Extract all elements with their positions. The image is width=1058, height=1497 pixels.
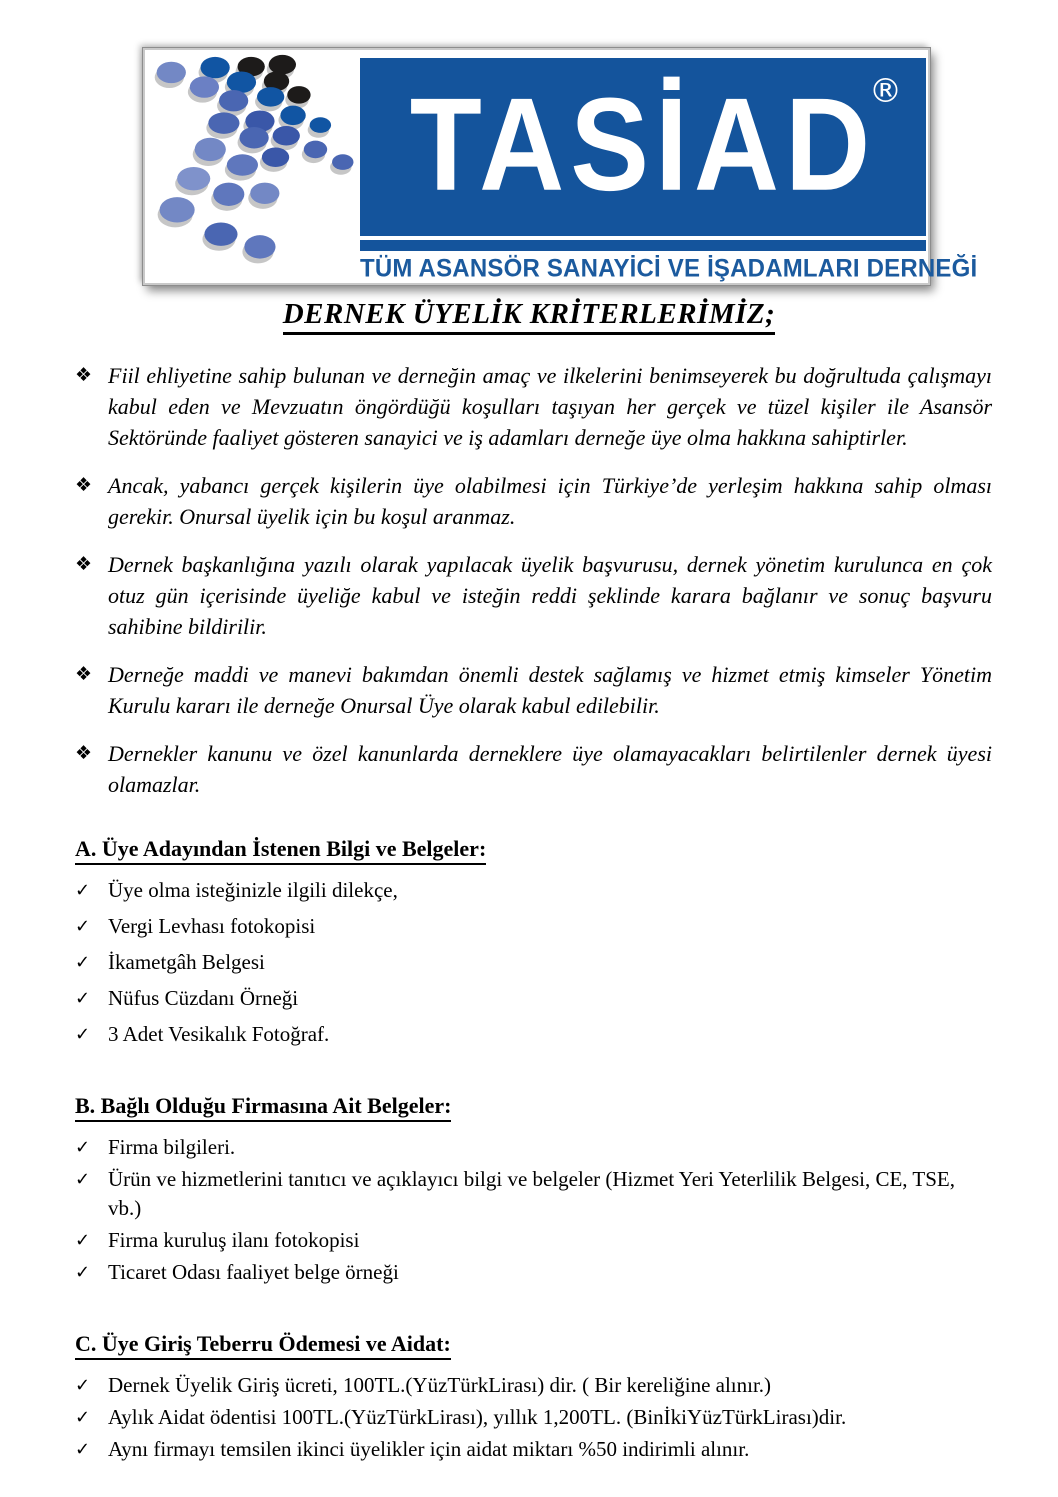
diamond-bullet-icon: ❖ <box>75 364 93 386</box>
list-item <box>75 876 992 905</box>
criteria-text: Derneğe maddi ve manevi bakımdan önemli destek sağlamış ve hizmet etmiş kimseler Yönetim Kurulu kararı ile derneğe Onursal Üye olarak kabul edilebilir. <box>108 662 992 718</box>
diamond-bullet-icon: ❖ <box>75 663 93 685</box>
criteria-text: Ancak, yabancı gerçek kişilerin üye olabilmesi için Türkiye’de yerleşim hakkına sahip olması gerekir. Onursal üyelik için bu koşul aranmaz. <box>108 473 992 529</box>
diamond-bullet-icon: ❖ <box>75 553 93 575</box>
list-item-text: Üye olma isteğinizle ilgili dilekçe, <box>108 878 398 902</box>
check-icon: ✓ <box>75 1137 91 1158</box>
registered-trademark-icon: ® <box>869 71 902 110</box>
list-item <box>75 984 992 1013</box>
check-icon: ✓ <box>75 1024 91 1045</box>
check-icon: ✓ <box>75 1169 91 1190</box>
list-item <box>75 1226 992 1255</box>
check-icon: ✓ <box>75 916 91 937</box>
check-icon: ✓ <box>75 1230 91 1251</box>
list-item <box>75 948 992 977</box>
logo-dots-graphic <box>149 52 367 280</box>
list-item <box>75 912 992 941</box>
criteria-text: Dernek başkanlığına yazılı olarak yapılacak üyelik başvurusu, dernek yönetim kurulunca en çok otuz gün içerisinde üyeliğe kabul ve isteğin reddi şeklinde karara bağlanır ve sonuç başvuru sahibine bildirilir. <box>108 552 992 639</box>
tasiad-logo <box>143 48 978 285</box>
list-item <box>75 1403 992 1432</box>
page-title: DERNEK ÜYELİK KRİTERLERİMİZ; <box>283 298 776 335</box>
logo-divider-bar <box>360 240 926 251</box>
list-item <box>75 1371 992 1400</box>
section-heading: A. Üye Adayından İstenen Bilgi ve Belgeler: <box>75 836 486 865</box>
criteria-text: Dernekler kanunu ve özel kanunlarda derneklere üye olamayacakları belirtilenler dernek üyesi olamazlar. <box>108 741 992 797</box>
section-heading: B. Bağlı Olduğu Firmasına Ait Belgeler: <box>75 1093 451 1122</box>
section-heading: C. Üye Giriş Teberru Ödemesi ve Aidat: <box>75 1331 451 1360</box>
list-item-text: Firma kuruluş ilanı fotokopisi <box>108 1228 360 1252</box>
diamond-bullet-icon: ❖ <box>75 474 93 496</box>
list-item <box>75 1133 992 1162</box>
list-item-text: Ticaret Odası faaliyet belge örneği <box>108 1260 399 1284</box>
list-item-text: Aynı firmayı temsilen ikinci üyelikler için aidat miktarı %50 indirimli alınır. <box>108 1437 750 1461</box>
criteria-text: Fiil ehliyetine sahip bulunan ve derneğin amaç ve ilkelerini benimseyerek bu doğrultuda çalışmayı kabul eden ve Mevzuatın öngördüğü koşulları taşıyan her gerçek ve tüzel kişiler ile Asansör Sektöründe faaliyet gösteren sanayici ve iş adamları derneğe üye olma hakkına sahiptirler. <box>108 363 992 450</box>
list-item-text: İkametgâh Belgesi <box>108 950 265 974</box>
check-icon: ✓ <box>75 1262 91 1283</box>
section-required-documents <box>75 836 992 1049</box>
diamond-bullet-icon: ❖ <box>75 742 93 764</box>
list-item-text: Vergi Levhası fotokopisi <box>108 914 316 938</box>
list-item-text: Dernek Üyelik Giriş ücreti, 100TL.(YüzTürkLirası) dir. ( Bir kereliğine alınır.) <box>108 1373 772 1397</box>
list-item <box>75 1435 992 1464</box>
list-item-text: Nüfus Cüzdanı Örneği <box>108 986 299 1010</box>
criteria-bullet <box>75 360 992 453</box>
logo-tagline: TÜM ASANSÖR SANAYİCİ VE İŞADAMLARI DERNEĞİ <box>360 254 978 283</box>
check-icon: ✓ <box>75 1439 91 1460</box>
list-item-text: Firma bilgileri. <box>108 1135 236 1159</box>
list-item-text: Aylık Aidat ödentisi 100TL.(YüzTürkLirası), yıllık 1,200TL. (BinİkiYüzTürkLirası)dir. <box>108 1405 847 1429</box>
check-icon: ✓ <box>75 1407 91 1428</box>
check-icon: ✓ <box>75 880 91 901</box>
criteria-bullet <box>75 470 992 532</box>
list-item <box>75 1258 992 1287</box>
criteria-list <box>75 360 992 817</box>
check-icon: ✓ <box>75 1375 91 1396</box>
logo-blue-panel <box>360 58 926 236</box>
section-company-documents <box>75 1093 992 1287</box>
criteria-bullet <box>75 659 992 721</box>
logo-brand-text: TASİAD <box>409 71 877 219</box>
section-fees-and-dues <box>75 1331 992 1464</box>
document-sections <box>75 836 992 1467</box>
list-item-text: 3 Adet Vesikalık Fotoğraf. <box>108 1022 330 1046</box>
list-item <box>75 1020 992 1049</box>
title-row <box>0 298 1058 335</box>
check-icon: ✓ <box>75 952 91 973</box>
list-item-text: Ürün ve hizmetlerini tanıtıcı ve açıklayıcı bilgi ve belgeler (Hizmet Yeri Yeterlilik Belgesi, CE, TSE, vb.) <box>108 1167 956 1220</box>
check-icon: ✓ <box>75 988 91 1009</box>
criteria-bullet <box>75 549 992 642</box>
list-item <box>75 1165 992 1223</box>
criteria-bullet <box>75 738 992 800</box>
